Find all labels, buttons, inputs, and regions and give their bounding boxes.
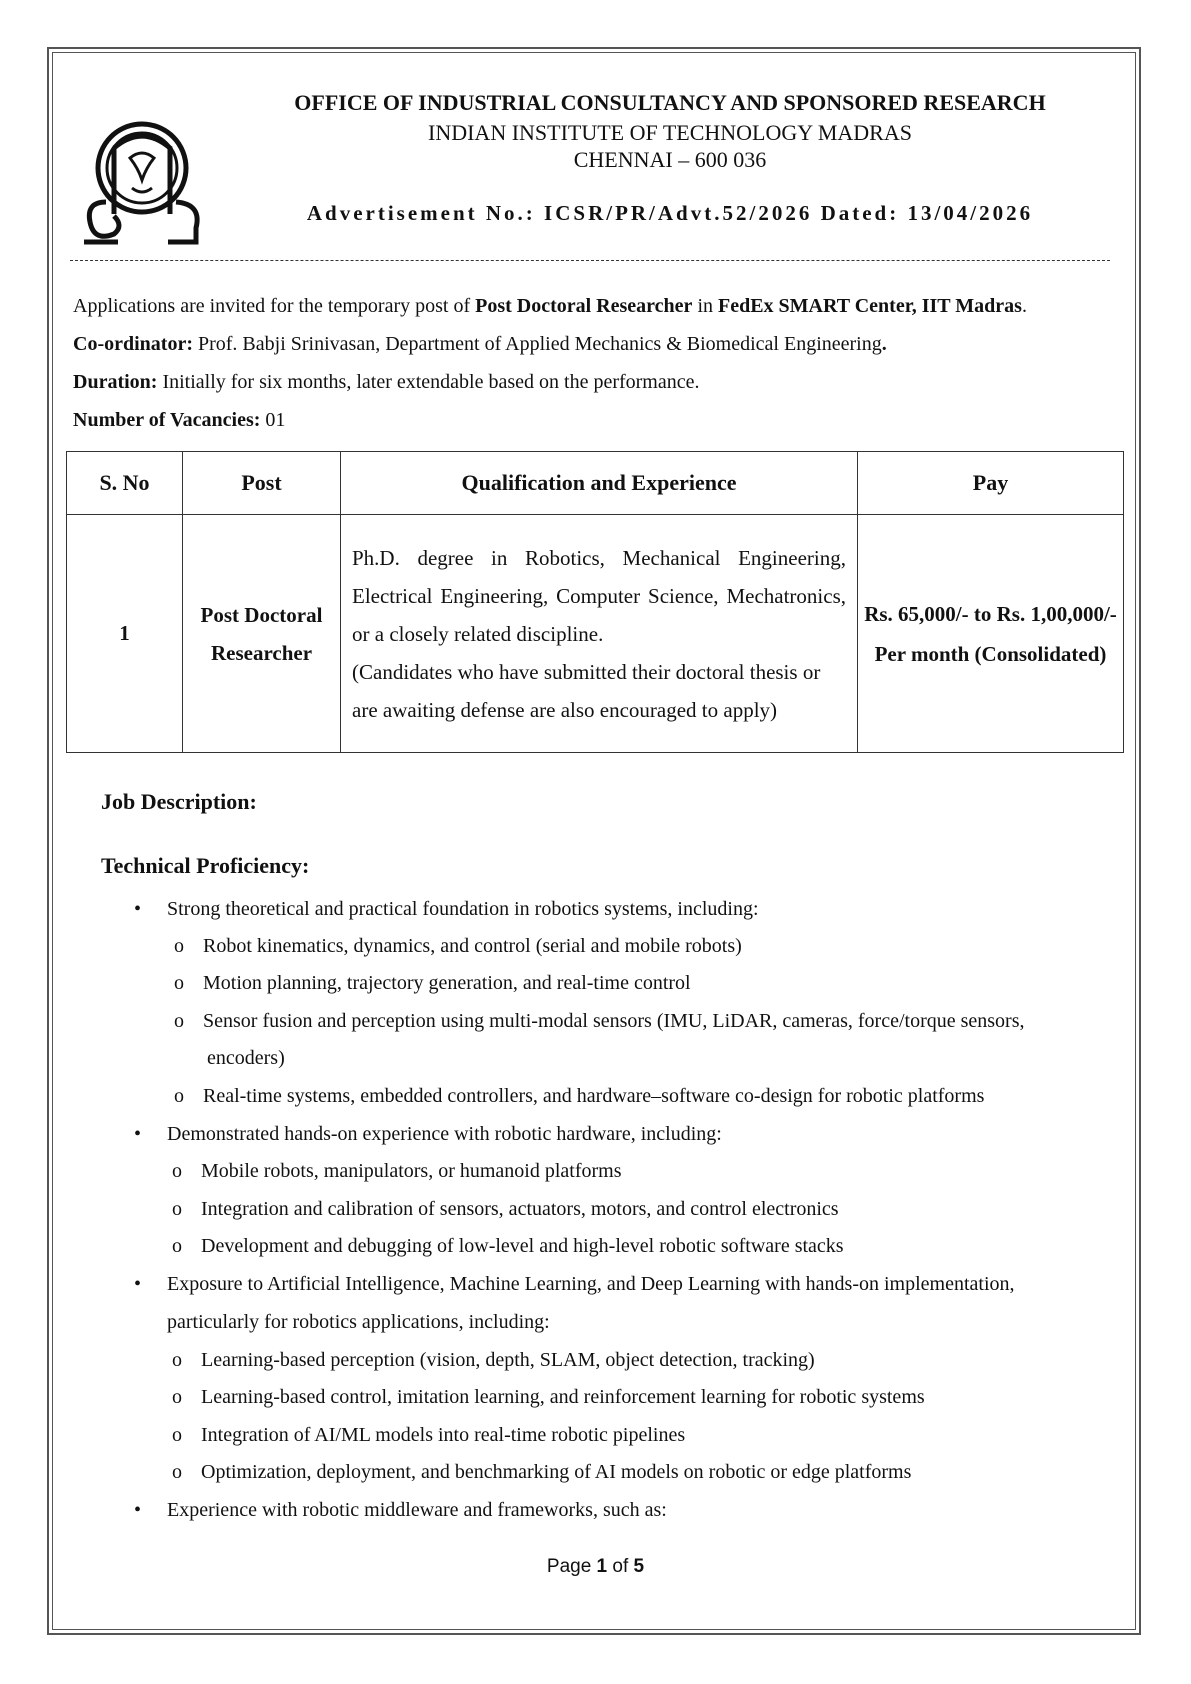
list-item: Development and debugging of low-level and high-level robotic software stacks: [201, 1235, 844, 1257]
cell-qualification: [341, 515, 858, 753]
sub-bullet: o: [172, 1461, 182, 1483]
duration-label: Duration:: [73, 371, 158, 393]
duration-line: [73, 371, 700, 394]
page-number: [0, 1556, 1191, 1578]
table-row: [67, 515, 1124, 753]
list-item: Integration and calibration of sensors, actuators, motors, and control electronics: [201, 1198, 839, 1220]
dashed-divider: [70, 260, 1110, 261]
advertisement-number: Advertisement No.: ICSR/PR/Advt.52/2026 Dated: 13/04/2026: [306, 201, 1034, 225]
list-item: Sensor fusion and perception using multi-modal sensors (IMU, LiDAR, cameras, force/torque sensors,: [203, 1010, 1025, 1032]
post-name: Post Doctoral Researcher: [475, 295, 693, 317]
list-item: Learning-based control, imitation learning, and reinforcement learning for robotic systems: [201, 1386, 925, 1408]
header-qualification: Qualification and Experience: [341, 452, 858, 515]
qualification-note: (Candidates who have submitted their doctoral thesis or are awaiting defense are also encouraged to apply): [352, 659, 821, 722]
sub-bullet: o: [172, 1349, 182, 1371]
page-of: of: [607, 1556, 634, 1577]
page-current: 1: [596, 1556, 608, 1577]
list-item: Mobile robots, manipulators, or humanoid platforms: [201, 1160, 622, 1182]
list-item: Demonstrated hands-on experience with robotic hardware, including:: [167, 1123, 722, 1145]
duration-value: Initially for six months, later extendable based on the performance.: [157, 371, 700, 393]
center-name: FedEx SMART Center, IIT Madras: [718, 295, 1022, 317]
sub-bullet: o: [172, 1424, 182, 1446]
list-item: encoders): [207, 1047, 285, 1069]
pay-period: Per month (Consolidated): [874, 641, 1107, 666]
list-item: Robot kinematics, dynamics, and control (serial and mobile robots): [203, 935, 742, 957]
institute-name: INDIAN INSTITUTE OF TECHNOLOGY MADRAS: [428, 120, 912, 145]
header-post: Post: [183, 452, 341, 515]
office-title: OFFICE OF INDUSTRIAL CONSULTANCY AND SPONSORED RESEARCH: [294, 90, 1046, 115]
header-pay: Pay: [858, 452, 1124, 515]
sub-bullet: o: [172, 1235, 182, 1257]
technical-proficiency-heading: Technical Proficiency:: [101, 853, 310, 878]
bullet-dot: •: [134, 1499, 142, 1521]
intro-text: in: [692, 295, 718, 317]
sub-bullet: o: [174, 972, 184, 994]
list-item: Learning-based perception (vision, depth, SLAM, object detection, tracking): [201, 1349, 815, 1371]
iit-madras-logo: [84, 118, 208, 246]
vacancies-line: [73, 409, 285, 432]
table-header-row: [67, 452, 1124, 515]
sub-bullet: o: [172, 1386, 182, 1408]
list-item: Integration of AI/ML models into real-time robotic pipelines: [201, 1424, 686, 1446]
job-description-heading: Job Description:: [101, 789, 257, 814]
pay-range: Rs. 65,000/- to Rs. 1,00,000/-: [864, 601, 1117, 626]
sub-bullet: o: [174, 1085, 184, 1107]
sub-bullet: o: [172, 1160, 182, 1182]
coordinator-line: [73, 333, 887, 356]
page-label: Page: [546, 1556, 597, 1577]
intro-text: .: [1021, 295, 1027, 317]
list-item: Experience with robotic middleware and frameworks, such as:: [167, 1499, 667, 1521]
position-table: [66, 451, 1124, 753]
bullet-dot: •: [134, 1273, 142, 1295]
bullet-dot: •: [134, 898, 142, 920]
vacancies-label: Number of Vacancies:: [73, 409, 261, 431]
sub-bullet: o: [174, 1010, 184, 1032]
post-line: Researcher: [210, 640, 313, 665]
coordinator-value: Prof. Babji Srinivasan, Department of Applied Mechanics & Biomedical Engineering: [192, 333, 882, 355]
bullet-dot: •: [134, 1123, 142, 1145]
intro-text: Applications are invited for the temporary post of: [73, 295, 476, 317]
cell-pay: [858, 515, 1124, 753]
post-line: Post Doctoral: [200, 602, 323, 627]
list-item: Optimization, deployment, and benchmarking of AI models on robotic or edge platforms: [201, 1461, 912, 1483]
institute-city: CHENNAI – 600 036: [573, 147, 767, 172]
page-total: 5: [633, 1556, 645, 1577]
coordinator-label: Co-ordinator:: [73, 333, 193, 355]
header-sno: S. No: [67, 452, 183, 515]
vacancies-value: 01: [260, 409, 286, 431]
cell-sno: 1: [67, 515, 183, 753]
cell-post: [183, 515, 341, 753]
list-item: Real-time systems, embedded controllers, and hardware–software co-design for robotic platforms: [203, 1085, 985, 1107]
coordinator-end: .: [881, 333, 887, 355]
sub-bullet: o: [174, 935, 184, 957]
list-item: Strong theoretical and practical foundation in robotics systems, including:: [167, 898, 759, 920]
intro-line: [73, 295, 1027, 318]
sub-bullet: o: [172, 1198, 182, 1220]
list-item: particularly for robotics applications, including:: [167, 1311, 550, 1333]
list-item: Exposure to Artificial Intelligence, Machine Learning, and Deep Learning with hands-on implementation,: [167, 1273, 1015, 1295]
qualification-text: Ph.D. degree in Robotics, Mechanical Engineering, Electrical Engineering, Computer Science, Mechatronics, or a closely related discipline.: [352, 545, 846, 646]
list-item: Motion planning, trajectory generation, and real-time control: [203, 972, 691, 994]
